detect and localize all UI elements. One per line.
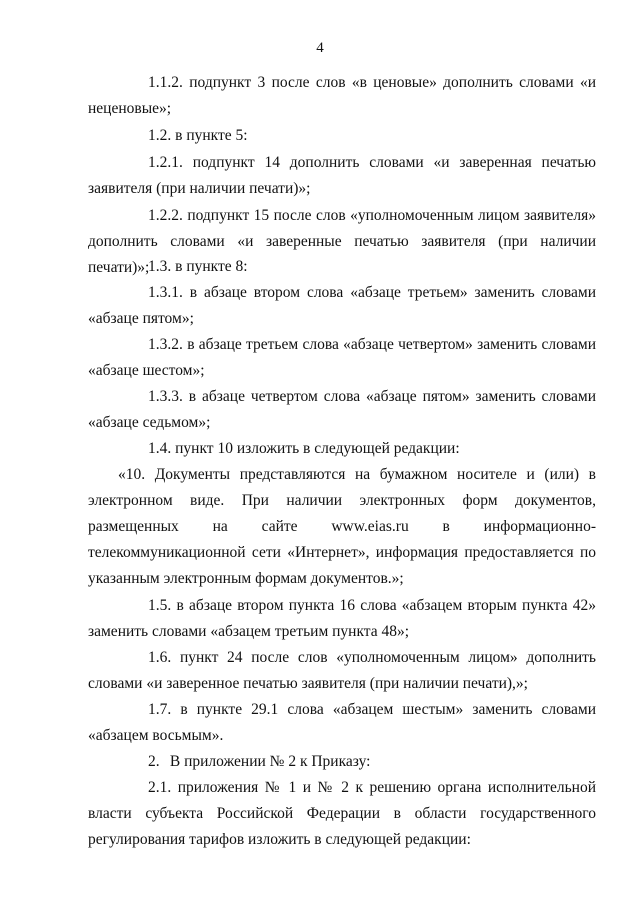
paragraph-number: 1.6.: [148, 649, 172, 666]
paragraph-1-3-1: [88, 280, 596, 332]
paragraph-number: 2.: [148, 753, 160, 770]
paragraph-text: подпункт 14 дополнить словами «и заверенная печатью заявителя (при наличии печати)»;: [88, 154, 597, 197]
paragraph-1-3: [88, 254, 596, 280]
paragraph-1-5: [88, 593, 596, 645]
paragraph-quote-10: [88, 462, 596, 592]
paragraph-number: 1.1.2.: [148, 74, 183, 91]
paragraph-number: 1.2.1.: [148, 154, 183, 171]
paragraph-text: в абзаце втором пункта 16 слова «абзацем вторым пункта 42» заменить словами «абзацем третьим пункта 48»;: [88, 597, 597, 640]
paragraph-text: в пункте 29.1 слова «абзацем шестым» заменить словами «абзацем восьмым».: [88, 701, 596, 744]
paragraph-number: 1.3.2.: [148, 336, 183, 353]
paragraph-text: В приложении № 2 к Приказу:: [169, 753, 371, 770]
paragraph-text: «10. Документы представляются на бумажном носителе и (или) в электронном виде. При наличии электронных форм документов, размещенных на сайте www.eias.ru в информационно-телекоммуникационной сети «Интернет», информация предоставляется по указанным электронным формам документов.»;: [88, 466, 596, 587]
paragraph-text: приложения № 1 и № 2 к решению органа исполнительной власти субъекта Российской Федерации в области государственного регулирования тарифов изложить в следующей редакции:: [88, 779, 597, 848]
paragraph-number: 1.3.: [148, 258, 172, 275]
paragraph-text: в абзаце втором слова «абзаце третьем» заменить словами «абзаце пятом»;: [88, 284, 596, 327]
paragraph-number: 1.5.: [148, 597, 172, 614]
paragraph-number: 1.2.: [148, 127, 172, 144]
paragraph-1-6: [88, 645, 596, 697]
paragraph-1-1-2: [88, 70, 596, 122]
paragraph-number: 1.4.: [148, 440, 172, 457]
paragraph-number: 2.1.: [148, 779, 172, 796]
paragraph-number: 1.2.2.: [148, 207, 183, 224]
paragraph-2-1: [88, 775, 596, 853]
paragraph-text: подпункт 3 после слов «в ценовые» дополнить словами «и неценовые»;: [88, 74, 596, 117]
paragraph-text: подпункт 15 после слов «уполномоченным лицом заявителя» дополнить словами «и заверенные печатью заявителя (при наличии печати)»;: [88, 207, 597, 276]
paragraph-text: в пункте 5:: [175, 127, 248, 144]
paragraph-number: 1.7.: [148, 701, 172, 718]
paragraph-number: 1.3.1.: [148, 284, 183, 301]
paragraph-1-7: [88, 697, 596, 749]
paragraph-text: пункт 10 изложить в следующей редакции:: [175, 440, 460, 457]
paragraph-1-3-2: [88, 332, 596, 384]
paragraph-1-2: [88, 123, 596, 149]
paragraph-text: в пункте 8:: [175, 258, 248, 275]
paragraph-text: пункт 24 после слов «уполномоченным лицом» дополнить словами «и заверенное печатью заявителя (при наличии печати),»;: [88, 649, 596, 692]
paragraph-text: в абзаце четвертом слова «абзаце пятом» заменить словами «абзаце седьмом»;: [88, 388, 597, 431]
page-number: 4: [316, 40, 324, 56]
paragraph-2: [88, 749, 596, 775]
paragraph-1-3-3: [88, 384, 596, 436]
paragraph-1-2-1: [88, 150, 596, 202]
paragraph-1-4: [88, 436, 596, 462]
paragraph-text: в абзаце третьем слова «абзаце четвертом» заменить словами «абзаце шестом»;: [88, 336, 596, 379]
paragraph-number: 1.3.3.: [148, 388, 183, 405]
